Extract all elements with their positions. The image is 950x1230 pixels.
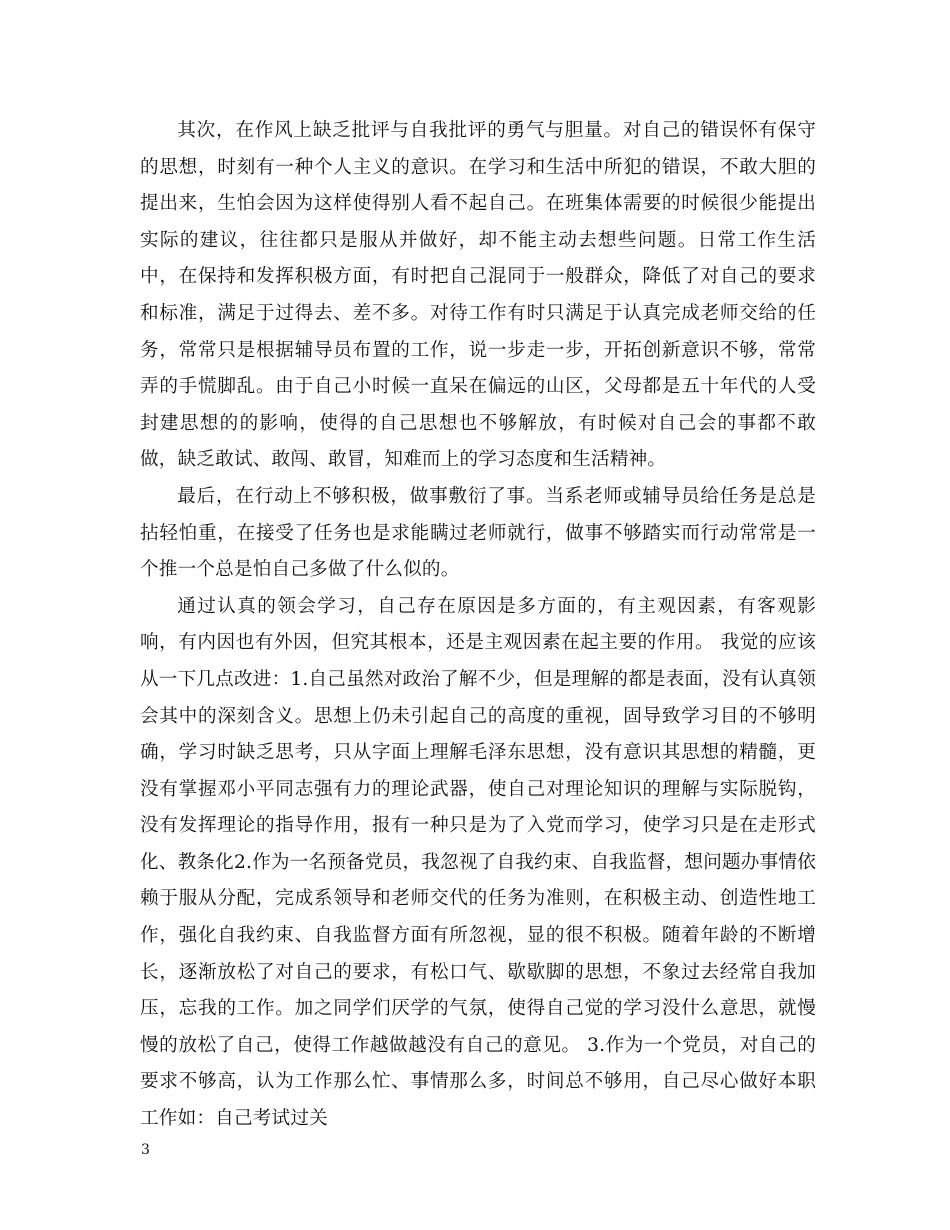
paragraph-improvement: 通过认真的领会学习，自己存在原因是多方面的，有主观因素，有客观影响，有内因也有外因，但究其根本，还是主观因素在起主要的作用。 我觉的应该从一下几点改进：1.自己虽然对政治了解不少，但是理解的都是表面，没有认真领会其中的深刻含义。思想上仍未引起自己的高度的重视，固导致学习目的不够明确，学习时缺乏思考，只从字面上理解毛泽东思想，没有意识其思想的精髓，更没有掌握邓小平同志强有力的理论武器，使自己对理论知识的理解与实际脱钩，没有发挥理论的指导作用，报有一种只是为了入党而学习，使学习只是在走形式化、教条化2.作为一名预备党员，我忽视了自我约束、自我监督，想问题办事情依赖于服从分配，完成系领导和老师交代的任务为准则，在积极主动、创造性地工作，强化自我约束、自我监督方面有所忽视，显的很不积极。随着年龄的不断增长，逐渐放松了对自己的要求，有松口气、歇歇脚的思想，不象过去经常自我加压，忘我的工作。加之同学们厌学的气氛，使得自己觉的学习没什么意思，就慢慢的放松了自己，使得工作越做越没有自己的意见。 3.作为一个党员，对自己的要求不够高，认为工作那么忙、事情那么多，时间总不够用，自己尽心做好本职工作如：自己考试过关 [140,595,816,1130]
page-number: 3 [141,1142,150,1158]
document-body [140,113,816,1138]
paragraph-criticism: 其次，在作风上缺乏批评与自我批评的勇气与胆量。对自己的错误怀有保守的思想，时刻有一种个人主义的意识。在学习和生活中所犯的错误，不敢大胆的提出来，生怕会因为这样使得别人看不起自己。在班集体需要的时候很少能提出实际的建议，往往都只是服从并做好，却不能主动去想些问题。日常工作生活中，在保持和发挥积极方面，有时把自己混同于一般群众，降低了对自己的要求和标准，满足于过得去、差不多。对待工作有时只满足于认真完成老师交给的任务，常常只是根据辅导员布置的工作，说一步走一步，开拓创新意识不够，常常弄的手慌脚乱。由于自己小时候一直呆在偏远的山区，父母都是五十年代的人受封建思想的的影响，使得的自己思想也不够解放，有时候对自己会的事都不敢做，缺乏敢试、敢闯、敢冒，知难而上的学习态度和生活精神。 [140,120,816,471]
paragraph-action: 最后，在行动上不够积极，做事敷衍了事。当系老师或辅导员给任务是总是拈轻怕重，在接受了任务也是求能瞒过老师就行，做事不够踏实而行动常常是一个推一个总是怕自己多做了什么似的。 [140,485,816,581]
